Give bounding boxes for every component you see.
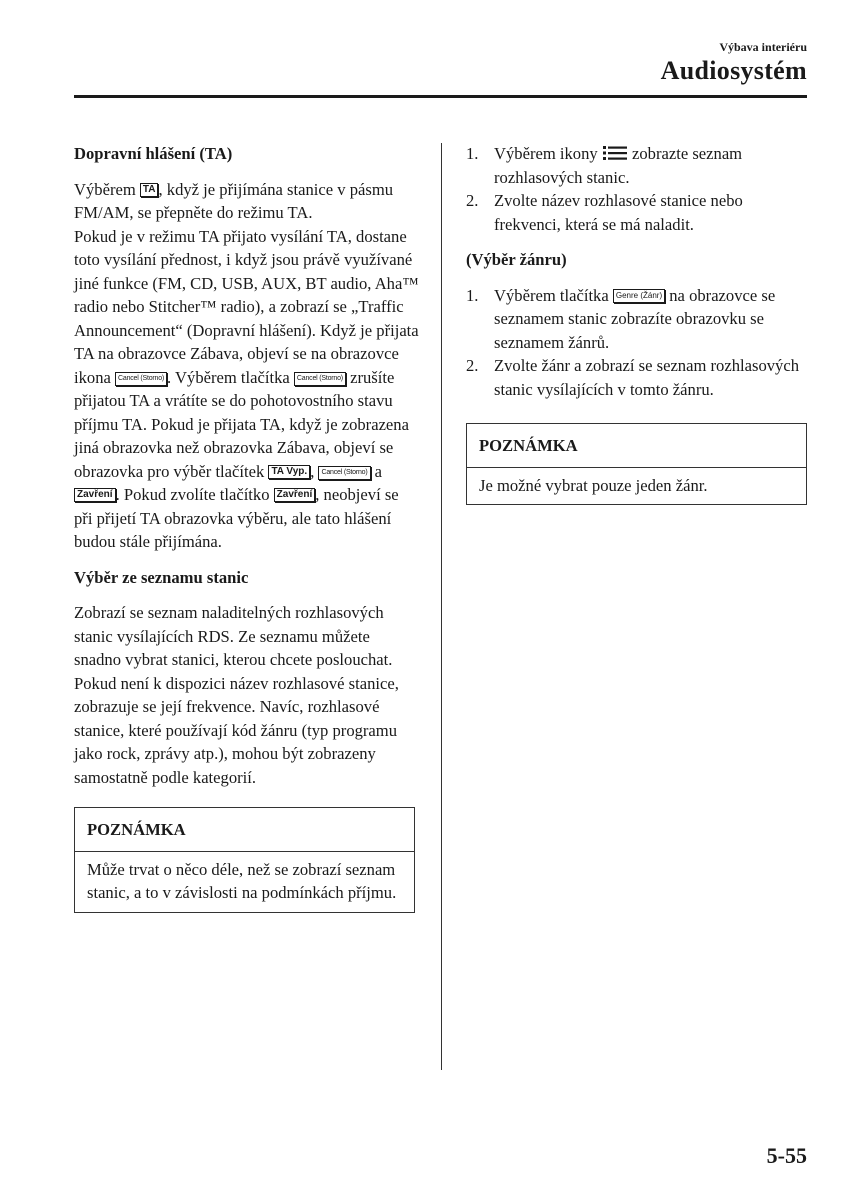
text: na obrazovce se seznamem stanic zobrazíte obrazovku se seznamem žánrů.	[494, 285, 776, 352]
text: Výběrem	[74, 179, 140, 199]
ta-paragraph-1	[74, 178, 419, 225]
column-divider	[441, 143, 442, 1070]
station-list-paragraph: Zobrazí se seznam naladitelných rozhlasových stanic vysílajících RDS. Ze seznamu můžete snadno vybrat stanici, kterou chcete poslouchat. Pokud není k dispozici název rozhlasové stanice, zobrazuje se její frekvence. Navíc, rozhlasové stanice, které používají kód žánru (typ programu jako rock, zprávy atp.), mohou být zobrazeny samostatně podle kategorií.	[74, 603, 399, 787]
subsection-title: Výbava interiéru	[719, 40, 807, 54]
text: a	[370, 461, 383, 481]
cancel-storno-button: Cancel (Storno)	[115, 372, 167, 386]
note-body: Je možné vybrat pouze jeden žánr.	[479, 475, 708, 495]
ta-heading: Dopravní hlášení (TA)	[74, 144, 233, 163]
text: Zvolte žánr a zobrazí se seznam rozhlasových stanic vysílajících v tomto žánru.	[494, 356, 799, 399]
list-item	[466, 284, 806, 355]
left-column	[74, 142, 419, 913]
ta-paragraph-2	[74, 225, 419, 554]
text: . Pokud zvolíte tlačítko	[115, 485, 274, 504]
note-title: POZNÁMKA	[467, 424, 806, 468]
step-number: 1.	[466, 144, 479, 163]
list-item	[466, 189, 806, 236]
list-icon	[602, 145, 628, 161]
step-number: 2.	[466, 191, 479, 210]
section-title: Audiosystém	[660, 56, 807, 85]
note-title: POZNÁMKA	[75, 808, 414, 852]
text: zobrazte seznam rozhlasových stanic.	[494, 144, 743, 187]
text: Zvolte název rozhlasové stanice nebo frekvenci, která se má naladit.	[494, 191, 743, 234]
station-steps	[466, 142, 806, 236]
ta-button: TA	[140, 183, 159, 197]
station-list-heading: Výběr ze seznamu stanic	[74, 567, 249, 587]
cancel-storno-button: Cancel (Storno)	[294, 372, 346, 386]
list-item	[466, 142, 806, 189]
ta-off-button: TA Vyp.	[268, 465, 310, 479]
cancel-storno-button: Cancel (Storno)	[318, 466, 370, 480]
close-button: Zavření	[74, 488, 116, 502]
note-box	[74, 807, 415, 913]
text: , když je přijímána stanice v pásmu FM/AM, se přepněte do režimu TA.	[74, 179, 394, 222]
genre-button: Genre (Žánr)	[613, 289, 665, 303]
close-button: Zavření	[274, 488, 316, 502]
note-body: Může trvat o něco déle, než se zobrazí seznam stanic, a to v závislosti na podmínkách příjmu.	[87, 859, 397, 902]
genre-steps	[466, 284, 806, 402]
text: Výběrem tlačítka	[494, 285, 613, 305]
header-rule	[74, 95, 807, 98]
text: ,	[310, 461, 319, 481]
page-number: 5-55	[766, 1143, 807, 1168]
note-box	[466, 423, 807, 505]
list-item	[466, 354, 806, 401]
step-number: 2.	[466, 356, 479, 375]
text: . Výběrem tlačítka	[167, 367, 294, 387]
text: , neobjeví se při přijetí TA obrazovka výběru, ale tato hlášení budou stále přijímána.	[74, 485, 399, 551]
text: Výběrem ikony	[494, 144, 602, 163]
step-number: 1.	[466, 285, 479, 305]
genre-heading: (Výběr žánru)	[466, 250, 567, 269]
text: Pokud je v režimu TA přijato vysílání TA, dostane toto vysílání přednost, i když jsou právě využívané jiné funkce (FM, CD, USB, AUX, BT audio, Aha™ radio nebo Stitcher™ radio), a zobrazí se „Traffic Announcement“ (Dopravní hlášení). Když je přijata TA na obrazovce Zábava, objeví se na obrazovce ikona	[74, 226, 419, 387]
text: zrušíte přijatou TA a vrátíte se do pohotovostního stavu příjmu TA. Pokud je přijata TA, když je zobrazena jiná obrazovka než obrazovka Zábava, objeví se obrazovka pro výběr tlačítek	[74, 367, 409, 481]
right-column	[466, 142, 806, 505]
